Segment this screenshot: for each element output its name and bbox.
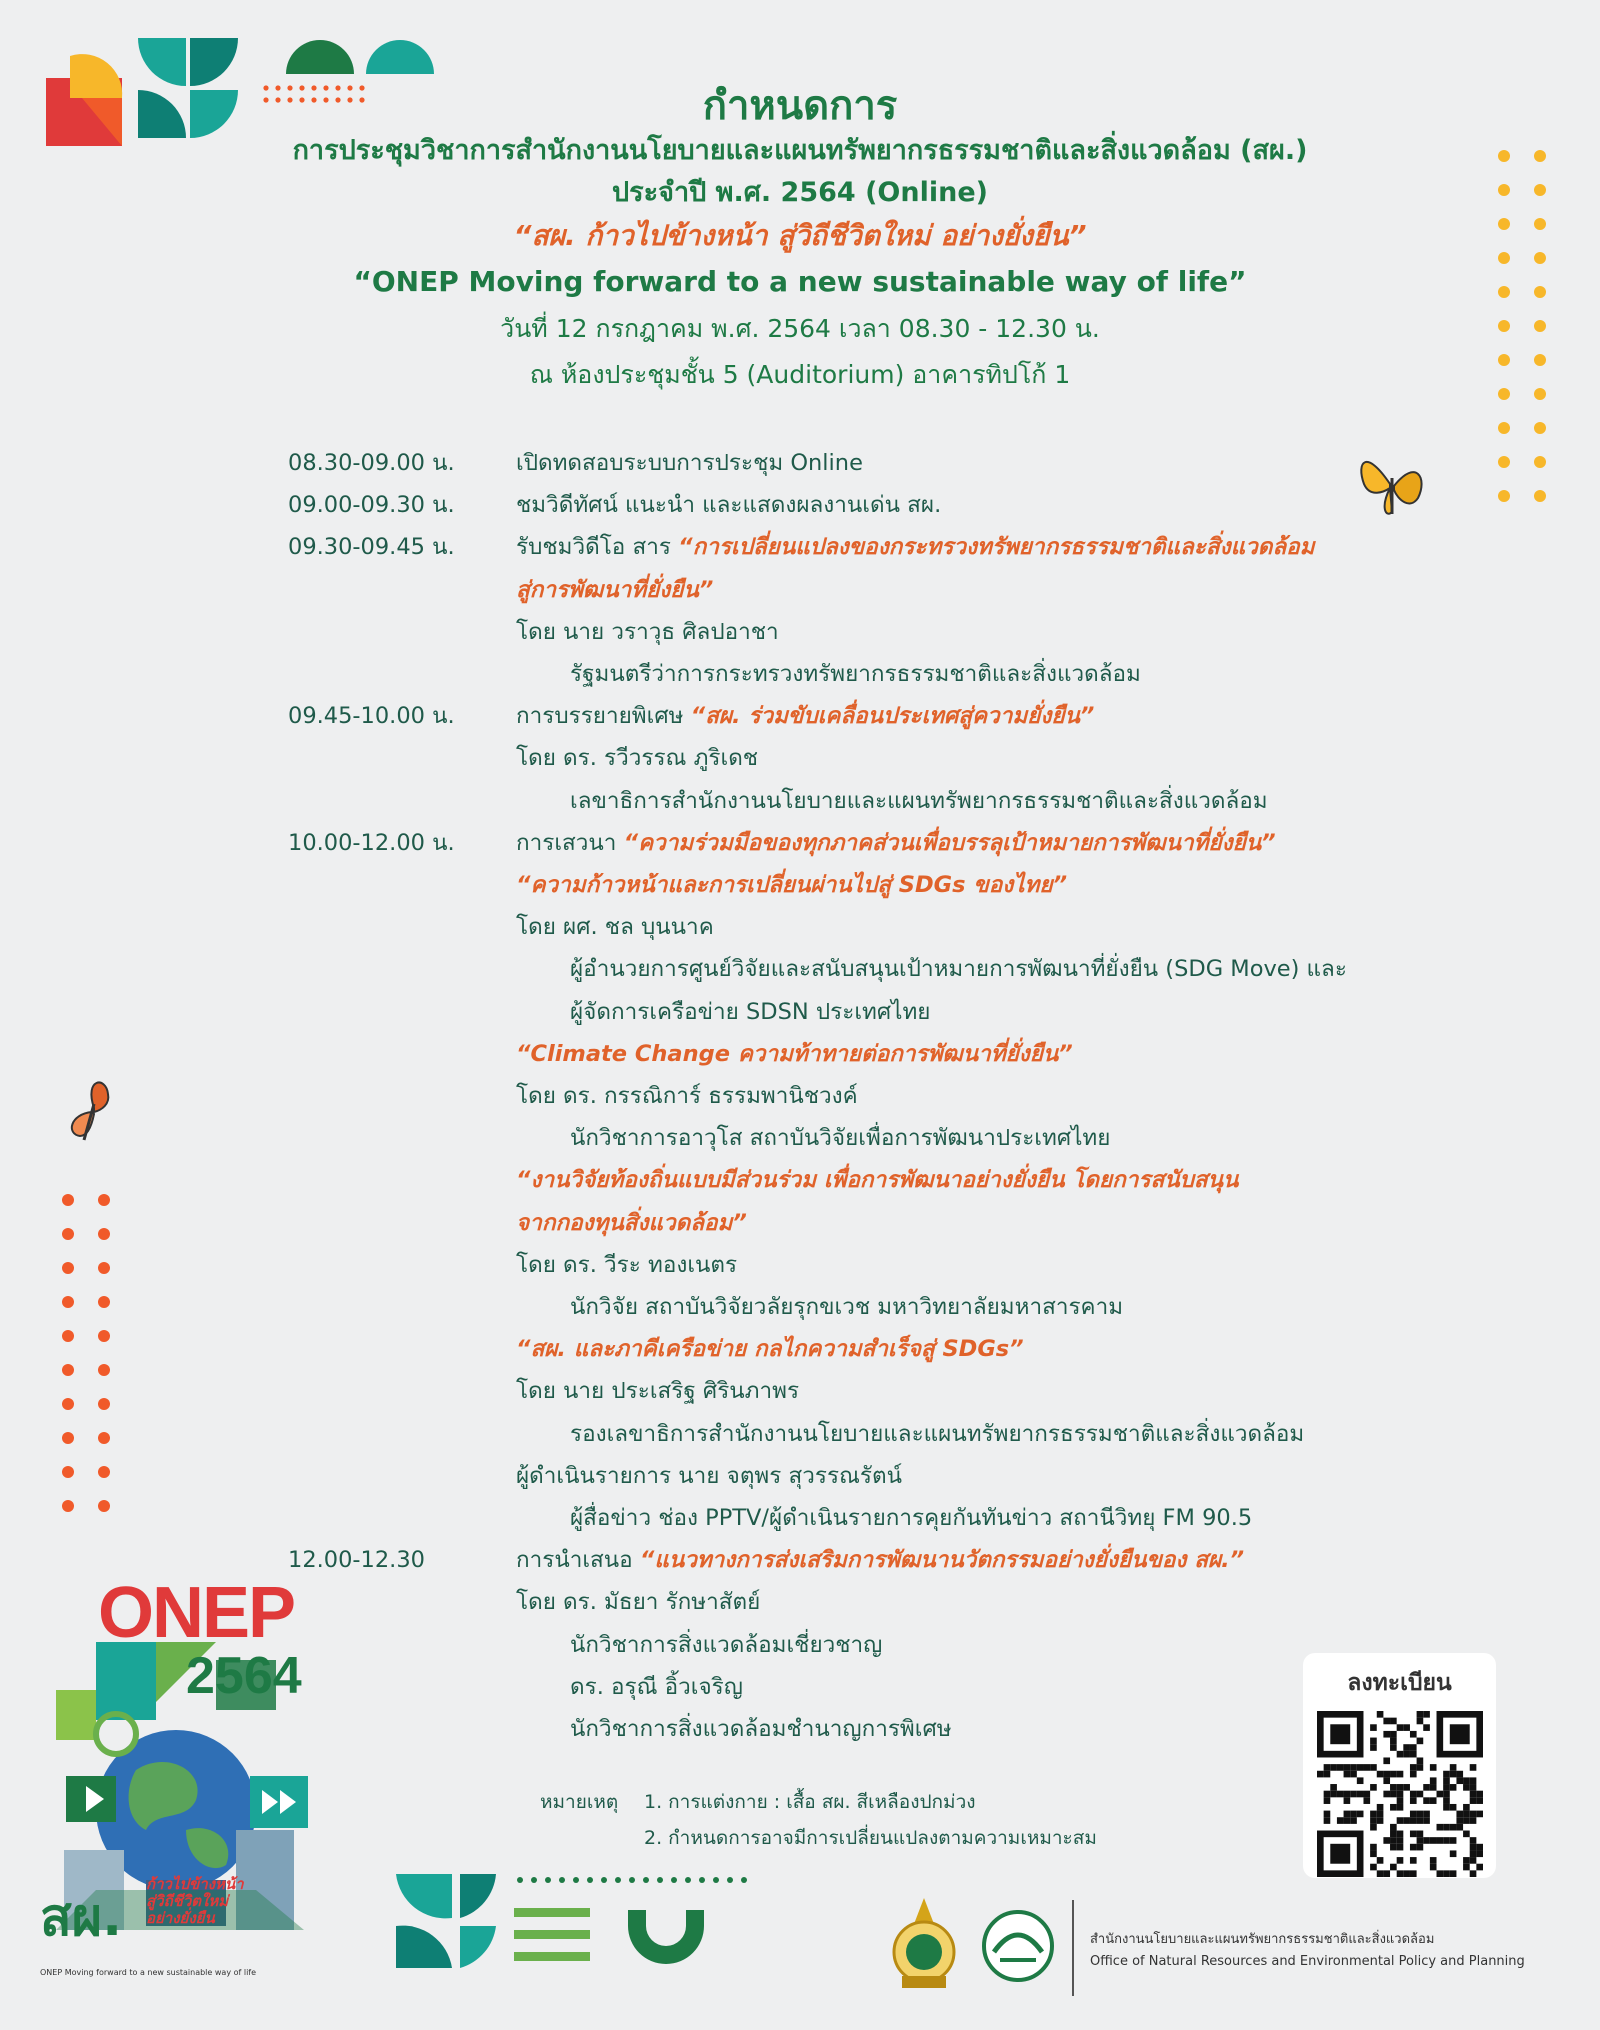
agenda-row — [288, 1624, 1428, 1666]
badge-slogan-line: อย่างยั่งยืน — [146, 1909, 215, 1927]
agenda-text: โดย นาย ประเสริฐ ศิรินภาพร — [516, 1378, 800, 1405]
agenda-text: นักวิชาการอาวุโส สถาบันวิจัยเพื่อการพัฒนาประเทศไทย — [570, 1125, 1111, 1152]
conference-title: การประชุมวิชาการสำนักงานนโยบายและแผนทรัพยากรธรรมชาติและสิ่งแวดล้อม (สผ.) — [292, 135, 1308, 166]
agenda-time — [288, 1159, 516, 1201]
agenda-topic: “การเปลี่ยนแปลงของกระทรวงทรัพยากรธรรมชาติและสิ่งแวดล้อม — [678, 534, 1315, 561]
agenda-content — [516, 1286, 1428, 1328]
agenda-time — [288, 948, 516, 990]
onep-emblem-icon — [980, 1908, 1056, 1984]
agenda-row — [288, 1370, 1428, 1412]
agenda-row — [288, 653, 1428, 695]
agenda-row — [288, 737, 1428, 779]
agenda-topic: “สผ. และภาคีเครือข่าย กลไกความสำเร็จสู่ SDGs” — [516, 1336, 1024, 1363]
qr-code-icon[interactable] — [1317, 1711, 1483, 1877]
agenda-row — [288, 1244, 1428, 1286]
agenda-content — [516, 442, 1428, 484]
agenda-text: ผู้ดำเนินรายการ นาย จตุพร สุวรรณรัตน์ — [516, 1462, 902, 1489]
agenda-content — [516, 948, 1428, 990]
agenda-content — [516, 1159, 1428, 1201]
agenda-topic: จากกองทุนสิ่งแวดล้อม” — [516, 1209, 747, 1236]
agenda-text: โดย ผศ. ชล บุนนาค — [516, 914, 714, 941]
agenda-content — [516, 1202, 1428, 1244]
agenda-content — [516, 1539, 1428, 1581]
agenda-topic: “ความก้าวหน้าและการเปลี่ยนผ่านไปสู่ SDGs ของไทย” — [516, 872, 1068, 899]
agenda-content — [516, 653, 1428, 695]
agenda-row — [288, 1033, 1428, 1075]
agenda-time — [288, 569, 516, 611]
agenda-topic: “ความร่วมมือของทุกภาคส่วนเพื่อบรรลุเป้าหมายการพัฒนาที่ยั่งยืน” — [623, 829, 1276, 856]
agenda-time — [288, 1455, 516, 1497]
agenda-content — [516, 569, 1428, 611]
agenda-content — [516, 1708, 1428, 1750]
agenda-row — [288, 906, 1428, 948]
agenda-row — [288, 780, 1428, 822]
agenda-row — [288, 611, 1428, 653]
header — [0, 82, 1600, 398]
agenda-content — [516, 1624, 1428, 1666]
agenda-row — [288, 526, 1428, 568]
agenda-row — [288, 1159, 1428, 1201]
agenda-time: 12.00-12.30 — [288, 1547, 425, 1574]
agenda-content — [516, 780, 1428, 822]
agenda-content — [516, 1117, 1428, 1159]
agenda-row — [288, 1413, 1428, 1455]
onep-logo-text: ONEP — [98, 1573, 295, 1653]
badge-slogan-line: ก้าวไปข้างหน้า — [146, 1875, 244, 1893]
theme-thai: “สผ. ก้าวไปข้างหน้า สู่วิถีชีวิตใหม่ อย่างยั่งยืน” — [513, 219, 1087, 252]
agenda-time — [288, 737, 516, 779]
agenda-row — [288, 1497, 1428, 1539]
onep-year: 2564 — [186, 1647, 302, 1705]
agenda-content — [516, 526, 1428, 568]
agenda-row — [288, 1202, 1428, 1244]
agenda-text: โดย ดร. วีระ ทองเนตร — [516, 1251, 738, 1278]
agenda-text: ชมวิดีทัศน์ แนะนำ และแสดงผลงานเด่น สผ. — [516, 492, 942, 519]
agenda-time — [288, 1033, 516, 1075]
notes — [540, 1784, 1097, 1856]
agenda-content — [516, 484, 1428, 526]
agenda-content — [516, 864, 1428, 906]
agenda-time — [288, 991, 516, 1033]
badge-slogan-line: สู่วิถีชีวิตใหม่ — [146, 1892, 229, 1910]
agenda-activity: การบรรยายพิเศษ — [516, 703, 691, 730]
agenda-content — [516, 611, 1428, 653]
agenda-topic: “แนวทางการส่งเสริมการพัฒนานวัตกรรมอย่างยั่งยืนของ สผ.” — [639, 1547, 1245, 1574]
agenda-content — [516, 1666, 1428, 1708]
agenda-text: โดย ดร. มัธยา รักษาสัตย์ — [516, 1589, 761, 1616]
agenda-content — [516, 1075, 1428, 1117]
dot-pattern-left — [60, 1192, 120, 1552]
agenda-content — [516, 1244, 1428, 1286]
event-venue: ณ ห้องประชุมชั้น 5 (Auditorium) อาคารทิปโก้ 1 — [529, 360, 1071, 389]
note-item: 2. กำหนดการอาจมีการเปลี่ยนแปลงตามความเหมาะสม — [644, 1827, 1097, 1849]
agenda-content — [516, 1328, 1428, 1370]
agenda-row — [288, 1708, 1428, 1750]
agenda-activity: การเสวนา — [516, 829, 624, 856]
theme-english: “ONEP Moving forward to a new sustainable way of life” — [353, 265, 1247, 298]
agenda-row — [288, 864, 1428, 906]
agenda-time: 09.00-09.30 น. — [288, 492, 455, 519]
agenda-text: เลขาธิการสำนักงานนโยบายและแผนทรัพยากรธรรมชาติและสิ่งแวดล้อม — [570, 787, 1268, 814]
agenda-time — [288, 653, 516, 695]
agenda-activity: รับชมวิดีโอ สาร — [516, 534, 679, 561]
agenda-text: นักวิจัย สถาบันวิจัยวลัยรุกขเวช มหาวิทยาลัยมหาสารคาม — [570, 1294, 1124, 1321]
agenda-content — [516, 1413, 1428, 1455]
notes-label: หมายเหตุ — [540, 1791, 619, 1813]
agenda-row — [288, 822, 1428, 864]
agenda-time: 08.30-09.00 น. — [288, 450, 455, 476]
agenda-time — [288, 1202, 516, 1244]
agenda-row — [288, 1286, 1428, 1328]
agenda-row — [288, 1455, 1428, 1497]
agenda-text: โดย นาย วราวุธ ศิลปอาชา — [516, 618, 779, 645]
agenda-text: รัฐมนตรีว่าการกระทรวงทรัพยากรธรรมชาติและสิ่งแวดล้อม — [570, 661, 1141, 688]
agenda-time — [288, 1497, 516, 1539]
agenda-list — [288, 442, 1428, 1750]
agenda-row — [288, 948, 1428, 990]
agenda-row — [288, 1117, 1428, 1159]
agenda-time — [288, 1286, 516, 1328]
onep-abbr: สผ. — [40, 1888, 122, 1948]
agenda-time: 09.45-10.00 น. — [288, 703, 455, 730]
agenda-text: นักวิชาการสิ่งแวดล้อมชำนาญการพิเศษ — [570, 1716, 952, 1743]
agenda-time — [288, 1370, 516, 1412]
agenda-time — [288, 1075, 516, 1117]
registration-qr[interactable] — [1303, 1653, 1496, 1878]
agenda-text: โดย ดร. รวีวรรณ ภูริเดช — [516, 745, 759, 772]
register-label: ลงทะเบียน — [1347, 1670, 1452, 1696]
note-item: 1. การแต่งกาย : เสื้อ สผ. สีเหลืองปกม่วง — [644, 1791, 976, 1813]
agenda-time — [288, 1413, 516, 1455]
agenda-text: รองเลขาธิการสำนักงานนโยบายและแผนทรัพยากรธรรมชาติและสิ่งแวดล้อม — [570, 1420, 1305, 1447]
agenda-text: ผู้จัดการเครือข่าย SDSN ประเทศไทย — [570, 998, 931, 1025]
agenda-text: ดร. อรุณี อิ้วเจริญ — [570, 1673, 743, 1700]
agenda-time — [288, 611, 516, 653]
footer-divider — [1072, 1900, 1074, 1996]
agenda-time: 09.30-09.45 น. — [288, 534, 455, 561]
footer-decoration — [396, 1868, 776, 1978]
butterfly-icon — [62, 1074, 126, 1146]
agenda-content — [516, 1370, 1428, 1412]
agenda-text: ผู้อำนวยการศูนย์วิจัยและสนับสนุนเป้าหมายการพัฒนาที่ยั่งยืน (SDG Move) และ — [570, 956, 1347, 983]
agenda-topic: สู่การพัฒนาที่ยั่งยืน” — [516, 576, 714, 603]
agenda-time — [288, 1328, 516, 1370]
agenda-text: ผู้สื่อข่าว ช่อง PPTV/ผู้ดำเนินรายการคุยกันทันข่าว สถานีวิทยุ FM 90.5 — [570, 1505, 1253, 1532]
agenda-row — [288, 569, 1428, 611]
agenda-row — [288, 1666, 1428, 1708]
agenda-topic: “Climate Change ความท้าทายต่อการพัฒนาที่ยั่งยืน” — [516, 1040, 1073, 1067]
agenda-row — [288, 991, 1428, 1033]
agenda-row — [288, 1539, 1428, 1581]
agenda-content — [516, 737, 1428, 779]
agenda-content — [516, 1581, 1428, 1623]
agenda-time — [288, 1244, 516, 1286]
agenda-content — [516, 1497, 1428, 1539]
agenda-text: นักวิชาการสิ่งแวดล้อมเชี่ยวชาญ — [570, 1631, 883, 1658]
agenda-row — [288, 484, 1428, 526]
agenda-row — [288, 1581, 1428, 1623]
agenda-row — [288, 1328, 1428, 1370]
agenda-topic: “งานวิจัยท้องถิ่นแบบมีส่วนร่วม เพื่อการพัฒนาอย่างยั่งยืน โดยการสนับสนุน — [516, 1167, 1239, 1194]
agenda-time — [288, 864, 516, 906]
page-title: กำหนดการ — [702, 83, 898, 129]
agenda-content — [516, 1455, 1428, 1497]
agenda-time: 10.00-12.00 น. — [288, 829, 455, 856]
org-name-english: Office of Natural Resources and Environmental Policy and Planning — [1090, 1954, 1525, 1969]
badge-tagline: ONEP Moving forward to a new sustainable way of life — [40, 1968, 257, 1977]
event-date: วันที่ 12 กรกฎาคม พ.ศ. 2564 เวลา 08.30 - 12.30 น. — [500, 314, 1100, 343]
agenda-content — [516, 991, 1428, 1033]
conference-year: ประจำปี พ.ศ. 2564 (Online) — [612, 177, 988, 208]
agenda-time — [288, 780, 516, 822]
badge-slogan — [146, 1876, 244, 1927]
agenda-row — [288, 1075, 1428, 1117]
agenda-content — [516, 695, 1428, 737]
agenda-activity: การนำเสนอ — [516, 1547, 640, 1574]
ministry-emblem-icon — [884, 1896, 964, 1992]
agenda-row — [288, 695, 1428, 737]
org-name-thai: สำนักงานนโยบายและแผนทรัพยากรธรรมชาติและสิ่งแวดล้อม — [1090, 1932, 1435, 1947]
agenda-row — [288, 442, 1428, 484]
agenda-content — [516, 906, 1428, 948]
footer-org — [1090, 1929, 1525, 1973]
agenda-text: โดย ดร. กรรณิการ์ ธรรมพานิชวงค์ — [516, 1083, 858, 1110]
agenda-text: เปิดทดสอบระบบการประชุม Online — [516, 450, 863, 476]
agenda-topic: “สผ. ร่วมขับเคลื่อนประเทศสู่ความยั่งยืน” — [690, 703, 1095, 730]
agenda-content — [516, 822, 1428, 864]
agenda-content — [516, 1033, 1428, 1075]
agenda-time — [288, 906, 516, 948]
agenda-time — [288, 1117, 516, 1159]
